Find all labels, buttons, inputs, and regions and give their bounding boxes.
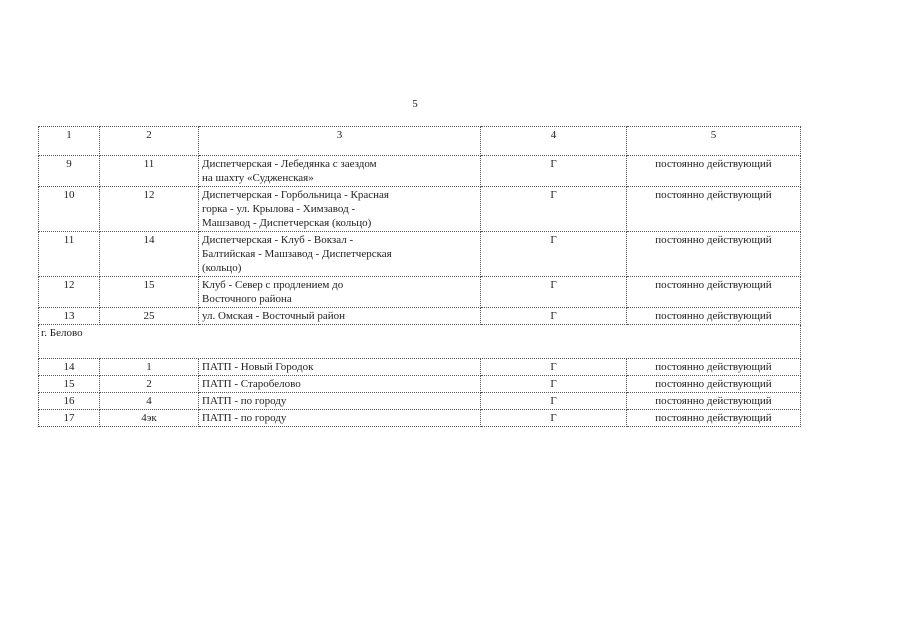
route-path-cell bbox=[199, 156, 481, 187]
table-row bbox=[39, 359, 801, 376]
section-label: г. Белово bbox=[39, 325, 801, 359]
route-path-line: (кольцо) bbox=[202, 262, 242, 274]
route-path-cell bbox=[199, 308, 481, 325]
route-number-cell: 2 bbox=[100, 376, 199, 393]
row-number-cell: 15 bbox=[39, 376, 100, 393]
table-row bbox=[39, 187, 801, 232]
route-type-cell: Г bbox=[481, 232, 627, 277]
route-type-cell: Г bbox=[481, 156, 627, 187]
table-row bbox=[39, 277, 801, 308]
route-type-cell: Г bbox=[481, 359, 627, 376]
route-path-line: Диспетчерская - Клуб - Вокзал - bbox=[202, 234, 354, 246]
route-path-cell bbox=[199, 359, 481, 376]
route-type-cell: Г bbox=[481, 376, 627, 393]
header-cell-2: 2 bbox=[100, 127, 199, 156]
route-number-cell: 14 bbox=[100, 232, 199, 277]
table-row bbox=[39, 410, 801, 427]
route-path-line: Диспетчерская - Лебедянка с заездом bbox=[202, 158, 377, 170]
header-cell-3: 3 bbox=[199, 127, 481, 156]
table-row bbox=[39, 156, 801, 187]
route-type-cell: Г bbox=[481, 393, 627, 410]
route-status-cell: постоянно действующий bbox=[627, 277, 801, 308]
table-row bbox=[39, 376, 801, 393]
route-path-line: на шахту «Судженская» bbox=[202, 172, 314, 184]
route-path-cell bbox=[199, 232, 481, 277]
route-number-cell: 15 bbox=[100, 277, 199, 308]
header-cell-4: 4 bbox=[481, 127, 627, 156]
row-number-cell: 13 bbox=[39, 308, 100, 325]
route-path-cell bbox=[199, 393, 481, 410]
route-status-cell: постоянно действующий bbox=[627, 393, 801, 410]
route-status-cell: постоянно действующий bbox=[627, 156, 801, 187]
route-number-cell: 4 bbox=[100, 393, 199, 410]
section-row bbox=[39, 325, 801, 359]
route-number-cell: 12 bbox=[100, 187, 199, 232]
route-status-cell: постоянно действующий bbox=[627, 410, 801, 427]
route-number-cell: 4эк bbox=[100, 410, 199, 427]
table-header-row bbox=[39, 127, 801, 156]
route-path-line: Диспетчерская - Горбольница - Красная bbox=[202, 189, 389, 201]
table-row bbox=[39, 232, 801, 277]
route-path-line: Балтийская - Машзавод - Диспетчерская bbox=[202, 248, 392, 260]
row-number-cell: 16 bbox=[39, 393, 100, 410]
route-path-line: Восточного района bbox=[202, 293, 292, 305]
row-number-cell: 11 bbox=[39, 232, 100, 277]
route-path-line: Клуб - Север с продлением до bbox=[202, 279, 344, 291]
route-path-cell bbox=[199, 410, 481, 427]
route-type-cell: Г bbox=[481, 410, 627, 427]
route-status-cell: постоянно действующий bbox=[627, 376, 801, 393]
row-number-cell: 9 bbox=[39, 156, 100, 187]
route-path-cell bbox=[199, 376, 481, 393]
route-path-cell bbox=[199, 277, 481, 308]
table-row bbox=[39, 308, 801, 325]
row-number-cell: 17 bbox=[39, 410, 100, 427]
route-path-line: ПАТП - Старобелово bbox=[202, 378, 301, 390]
route-type-cell: Г bbox=[481, 277, 627, 308]
route-number-cell: 25 bbox=[100, 308, 199, 325]
route-number-cell: 1 bbox=[100, 359, 199, 376]
route-path-line: ПАТП - по городу bbox=[202, 412, 287, 424]
route-status-cell: постоянно действующий bbox=[627, 308, 801, 325]
route-path-line: Машзавод - Диспетчерская (кольцо) bbox=[202, 217, 372, 229]
row-number-cell: 14 bbox=[39, 359, 100, 376]
route-type-cell: Г bbox=[481, 308, 627, 325]
route-type-cell: Г bbox=[481, 187, 627, 232]
routes-table bbox=[38, 126, 801, 427]
route-path-line: ПАТП - Новый Городок bbox=[202, 361, 314, 373]
route-path-line: ПАТП - по городу bbox=[202, 395, 287, 407]
route-status-cell: постоянно действующий bbox=[627, 232, 801, 277]
route-path-line: ул. Омская - Восточный район bbox=[202, 310, 346, 322]
row-number-cell: 12 bbox=[39, 277, 100, 308]
page-number: 5 bbox=[412, 98, 418, 110]
header-cell-1: 1 bbox=[39, 127, 100, 156]
header-cell-5: 5 bbox=[627, 127, 801, 156]
route-status-cell: постоянно действующий bbox=[627, 359, 801, 376]
route-path-line: горка - ул. Крылова - Химзавод - bbox=[202, 203, 356, 215]
route-number-cell: 11 bbox=[100, 156, 199, 187]
row-number-cell: 10 bbox=[39, 187, 100, 232]
route-status-cell: постоянно действующий bbox=[627, 187, 801, 232]
route-path-cell bbox=[199, 187, 481, 232]
table-row bbox=[39, 393, 801, 410]
